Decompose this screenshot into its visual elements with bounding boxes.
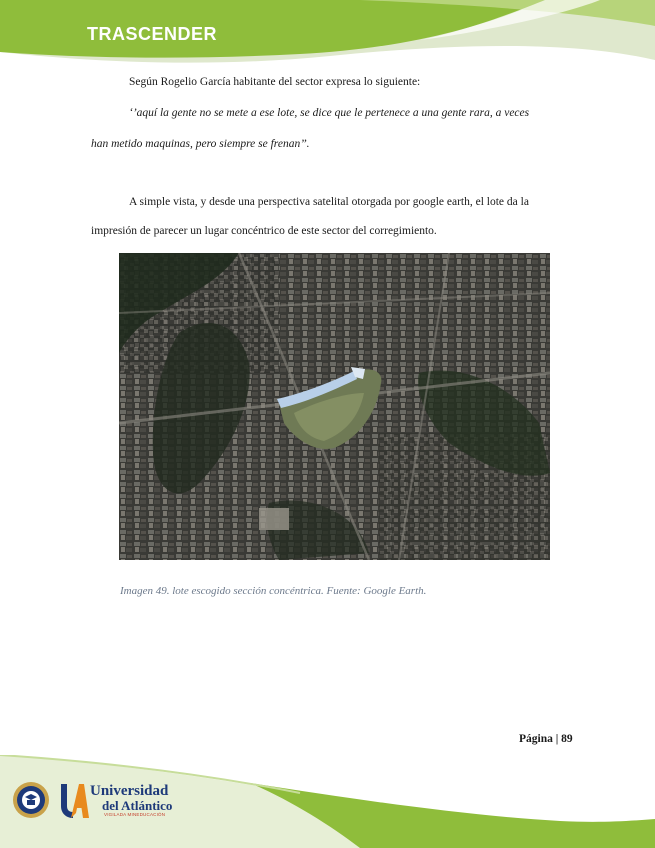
university-seal-icon bbox=[12, 781, 50, 819]
university-ua-logo-icon bbox=[57, 780, 89, 820]
logo-tagline: VIGILADA MINEDUCACIÓN bbox=[104, 812, 166, 817]
logo-line-2: del Atlántico bbox=[102, 798, 173, 813]
quote-line-1: ‘’aquí la gente no se mete a ese lote, se dice que le pertenece a una gente rara, a veces bbox=[129, 107, 530, 119]
university-logo-text bbox=[90, 784, 172, 818]
quote-line-2: han metido maquinas, pero siempre se frenan’’. bbox=[91, 138, 310, 150]
header-title: TRASCENDER bbox=[87, 24, 218, 44]
figure-caption: Imagen 49. lote escogido sección concéntrica. Fuente: Google Earth. bbox=[120, 585, 427, 597]
paragraph-1: Según Rogelio García habitante del sector expresa lo siguiente: bbox=[129, 76, 421, 88]
paragraph-2-line-2: impresión de parecer un lugar concéntrico de este sector del corregimiento. bbox=[91, 225, 437, 237]
paragraph-2-line-1: A simple vista, y desde una perspectiva satelital otorgada por google earth, el lote da la bbox=[129, 196, 529, 208]
page-number: Página | 89 bbox=[519, 733, 573, 745]
satellite-image bbox=[119, 253, 550, 560]
logo-line-1: Universidad bbox=[90, 783, 169, 799]
